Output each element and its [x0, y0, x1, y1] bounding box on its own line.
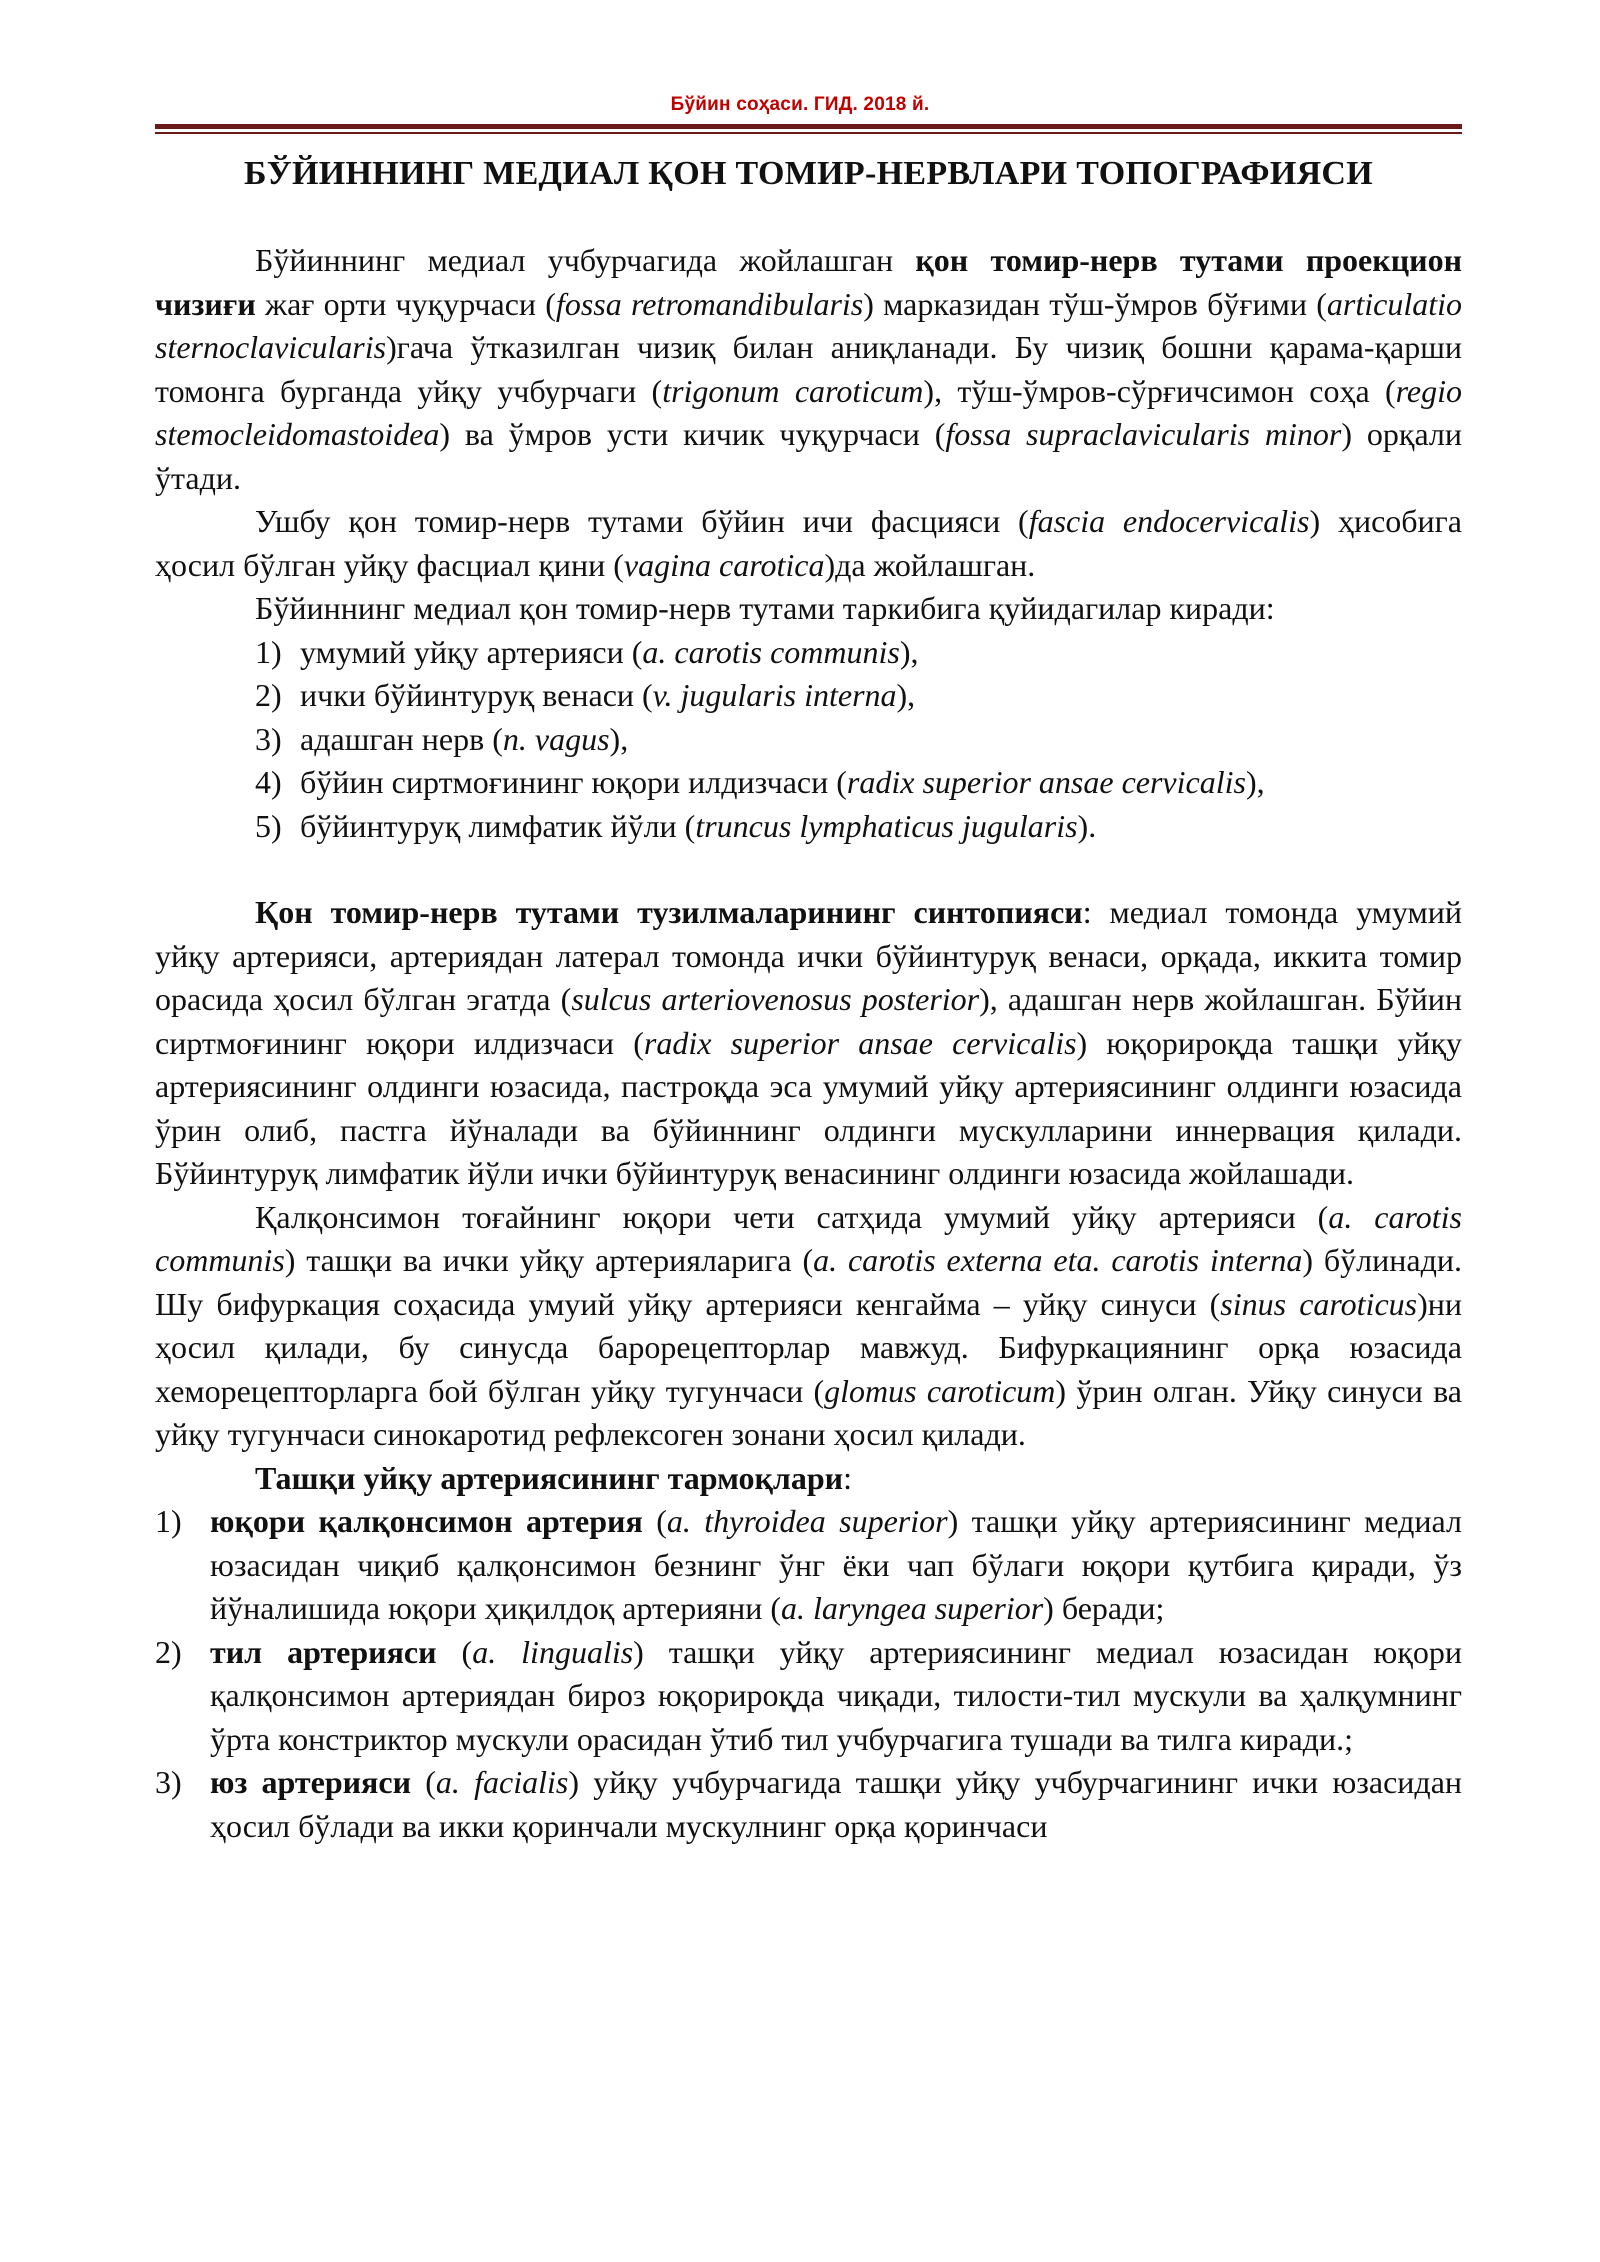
text-run: жағ орти чуқурчаси ( — [255, 285, 556, 322]
branches-list — [155, 1500, 1462, 1848]
text-run: Бўйиннинг медиал қон томир-нерв тутами таркибига қуйидагилар киради: — [255, 590, 1275, 626]
latin-term: articulatio sternoclavicularis — [155, 285, 1463, 365]
text-run: ) ва ўмров усти кичик чуқурчаси ( — [439, 416, 946, 452]
text-run: ( — [411, 1764, 436, 1800]
text-run: ( — [642, 1503, 667, 1539]
branches-heading — [155, 1457, 1462, 1501]
bold-term: Қон томир-нерв тутами тузилмаларининг синтопияси — [255, 894, 1083, 930]
text-run: ) беради; — [1043, 1590, 1165, 1626]
component-text — [300, 808, 1096, 844]
text-run: ) ўрин олган. Уйқу синуси ва уйқу тугунчаси синокаротид рефлексоген зонани ҳосил қилади. — [155, 1372, 1463, 1452]
latin-term: radix superior ansae cervicalis — [846, 764, 1246, 800]
text-run: ), — [609, 720, 629, 757]
text-run: ), — [896, 677, 916, 713]
text-run: ), адашган нерв жойлашган. Бўйин сиртмоғининг юқори илдизчаси ( — [155, 981, 1463, 1061]
latin-term: n. vagus — [502, 720, 610, 757]
component-text — [300, 634, 919, 670]
latin-term: sinus caroticus — [1220, 1285, 1418, 1322]
text-run: : медиал томонда умумий уйқу артерияси, артериядан латерал томонда ички бўйинтуруқ венаси, орқада, иккита томир орасида ҳосил бўлган эгатда ( — [155, 894, 1463, 1017]
text-run: ). — [1077, 807, 1097, 844]
list-number: 5) — [255, 807, 282, 844]
text-run: ) ҳисобига ҳосил бўлган уйқу фасциал қини ( — [155, 503, 1463, 583]
list-number: 3) — [155, 1764, 182, 1800]
components-list — [155, 631, 1462, 849]
component-item — [155, 761, 1462, 805]
list-number: 2) — [155, 1633, 182, 1670]
text-run: )да жойлашган. — [824, 546, 1036, 583]
latin-term: fascia endocervicalis — [1028, 503, 1310, 539]
latin-term: a. carotis communis — [642, 633, 900, 670]
latin-term: a. lingualis — [472, 1633, 634, 1670]
list-number: 3) — [255, 720, 282, 757]
bold-term: юқори қалқонсимон артерия — [210, 1503, 643, 1539]
branch-text — [210, 1634, 1462, 1757]
component-item — [155, 674, 1462, 718]
latin-term: a. carotis externa eta. carotis interna — [813, 1242, 1303, 1278]
branch-item — [155, 1631, 1462, 1762]
component-item — [155, 805, 1462, 849]
bold-term: тил артерияси — [210, 1633, 437, 1670]
branch-item — [155, 1500, 1462, 1631]
text-run: ) марказидан тўш-ўмров бўғими ( — [863, 285, 1327, 322]
intro-paragraph — [155, 587, 1462, 631]
text-run: ), — [899, 633, 919, 670]
text-run: ) бўлинади. Шу бифуркация соҳасида умуий уйқу артерияси кенгайма – уйқу синуси ( — [155, 1242, 1463, 1322]
latin-term: a. thyroidea superior — [666, 1503, 948, 1539]
latin-term: glomus caroticum — [824, 1372, 1056, 1409]
bold-term: қон томир-нерв тутами проекцион чизиғи — [155, 242, 1462, 322]
text-run: Бўйиннинг медиал учбурчагида жойлашган — [255, 242, 916, 278]
text-run: )ни ҳосил қилади, бу синусда барорецепторлар мавжуд. Бифуркациянинг орқа юзасида хеморецепторларга бой бўлган уйқу тугунчаси ( — [155, 1285, 1462, 1409]
list-number: 1) — [155, 1503, 182, 1539]
latin-term: sulcus arteriovenosus posterior — [571, 981, 980, 1017]
document-body — [155, 239, 1462, 1848]
component-item — [155, 631, 1462, 675]
text-run: ) юқорироқда ташқи уйқу артериясининг олдинги юзасида, пастроқда эса умумий уйқу артериясининг олдинги юзасида ўрин олиб, пастга йўналади ва бўйиннинг олдинги мускулларини иннервация қилади. Бўйинтуруқ лимфатик йўли ички бўйинтуруқ венасининг олдинги юзасида жойлашади. — [155, 1024, 1463, 1191]
latin-term: truncus lymphaticus jugularis — [695, 807, 1078, 844]
component-text — [300, 764, 1265, 800]
text-run: бўйин сиртмоғининг юқори илдизчаси ( — [300, 764, 847, 800]
syntopy-paragraph — [155, 891, 1462, 1196]
text-run: ) орқали ўтади. — [155, 416, 1463, 496]
text-run: ) ташқи уйқу артериясининг медиал юзасидан юқори қалқонсимон артериядан бироз юқорироқда чиқади, тилости-тил мускули ва ҳалқумнинг ўрта констриктор мускули орасидан ўтиб тил учбурчагига тушади ва тилга киради.; — [210, 1633, 1462, 1757]
bifurcation-paragraph — [155, 1196, 1462, 1457]
branch-text — [210, 1503, 1462, 1626]
latin-term: regio stemocleidomastoidea — [155, 372, 1463, 452]
text-run: ) ташқи уйқу артериясининг медиал юзасидан чиқиб қалқонсимон безнинг ўнг ёки чап бўлаги юқори қутбига қиради, ўз йўналишида юқори ҳиқилдоқ артерияни ( — [210, 1503, 1463, 1626]
text-run: Ушбу қон томир-нерв тутами бўйин ичи фасцияси ( — [255, 503, 1029, 539]
branch-item — [155, 1761, 1462, 1848]
list-number: 1) — [255, 633, 282, 670]
list-number: 2) — [255, 677, 282, 713]
component-item — [155, 718, 1462, 762]
header-rule-thick — [155, 124, 1462, 129]
text-run: ички бўйинтуруқ венаси ( — [300, 677, 653, 713]
text-run: умумий уйқу артерияси ( — [300, 633, 643, 670]
text-run: )гача ўтказилган чизиқ билан аниқланади. Бу чизиқ бошни қарама-қарши томонга бурганда уйқу учбурчаги ( — [155, 329, 1462, 409]
intro-paragraph — [155, 239, 1462, 500]
latin-term: a. carotis communis — [155, 1198, 1463, 1278]
latin-term: radix superior ansae cervicalis — [643, 1024, 1077, 1061]
latin-term: vagina carotica — [623, 546, 825, 583]
latin-term: fossa supraclavicularis minor — [945, 416, 1342, 452]
latin-term: a. facialis — [435, 1764, 569, 1800]
text-run: адашган нерв ( — [300, 720, 503, 757]
running-header: Бўйин соҳаси. ГИД. 2018 й. — [670, 94, 930, 115]
text-run: ) ташқи ва ички уйқу артерияларига ( — [284, 1242, 814, 1278]
intro-paragraph — [155, 500, 1462, 587]
text-run: : — [843, 1459, 852, 1496]
list-number: 4) — [255, 764, 282, 800]
latin-term: v. jugularis interna — [652, 677, 897, 713]
latin-term: trigonum caroticum — [662, 372, 924, 409]
text-run: ), — [1245, 764, 1265, 800]
text-run: бўйинтуруқ лимфатик йўли ( — [300, 807, 696, 844]
component-text — [300, 721, 628, 757]
branch-text — [210, 1764, 1462, 1844]
latin-term: fossa retromandibularis — [555, 285, 864, 322]
text-run: Қалқонсимон тоғайнинг юқори чети сатҳида умумий уйқу артерияси ( — [255, 1198, 1329, 1235]
document-title: БЎЙИННИНГ МЕДИАЛ ҚОН ТОМИР-НЕРВЛАРИ ТОПОГРАФИЯСИ — [243, 155, 1374, 192]
bold-term: Ташқи уйқу артериясининг тармоқлари — [255, 1459, 844, 1496]
bold-term: юз артерияси — [210, 1764, 412, 1800]
component-text — [300, 677, 915, 713]
latin-term: a. laryngea superior — [780, 1590, 1044, 1626]
text-run: ( — [436, 1633, 473, 1670]
header-rule-thin — [155, 132, 1462, 134]
text-run: ) уйқу учбурчагида ташқи уйқу учбурчагининг ички юзасидан ҳосил бўлади ва икки қоринчали мускулнинг орқа қоринчаси — [210, 1764, 1463, 1844]
text-run: ), тўш-ўмров-сўрғичсимон соҳа ( — [923, 372, 1396, 409]
paragraph-gap — [155, 848, 1462, 891]
